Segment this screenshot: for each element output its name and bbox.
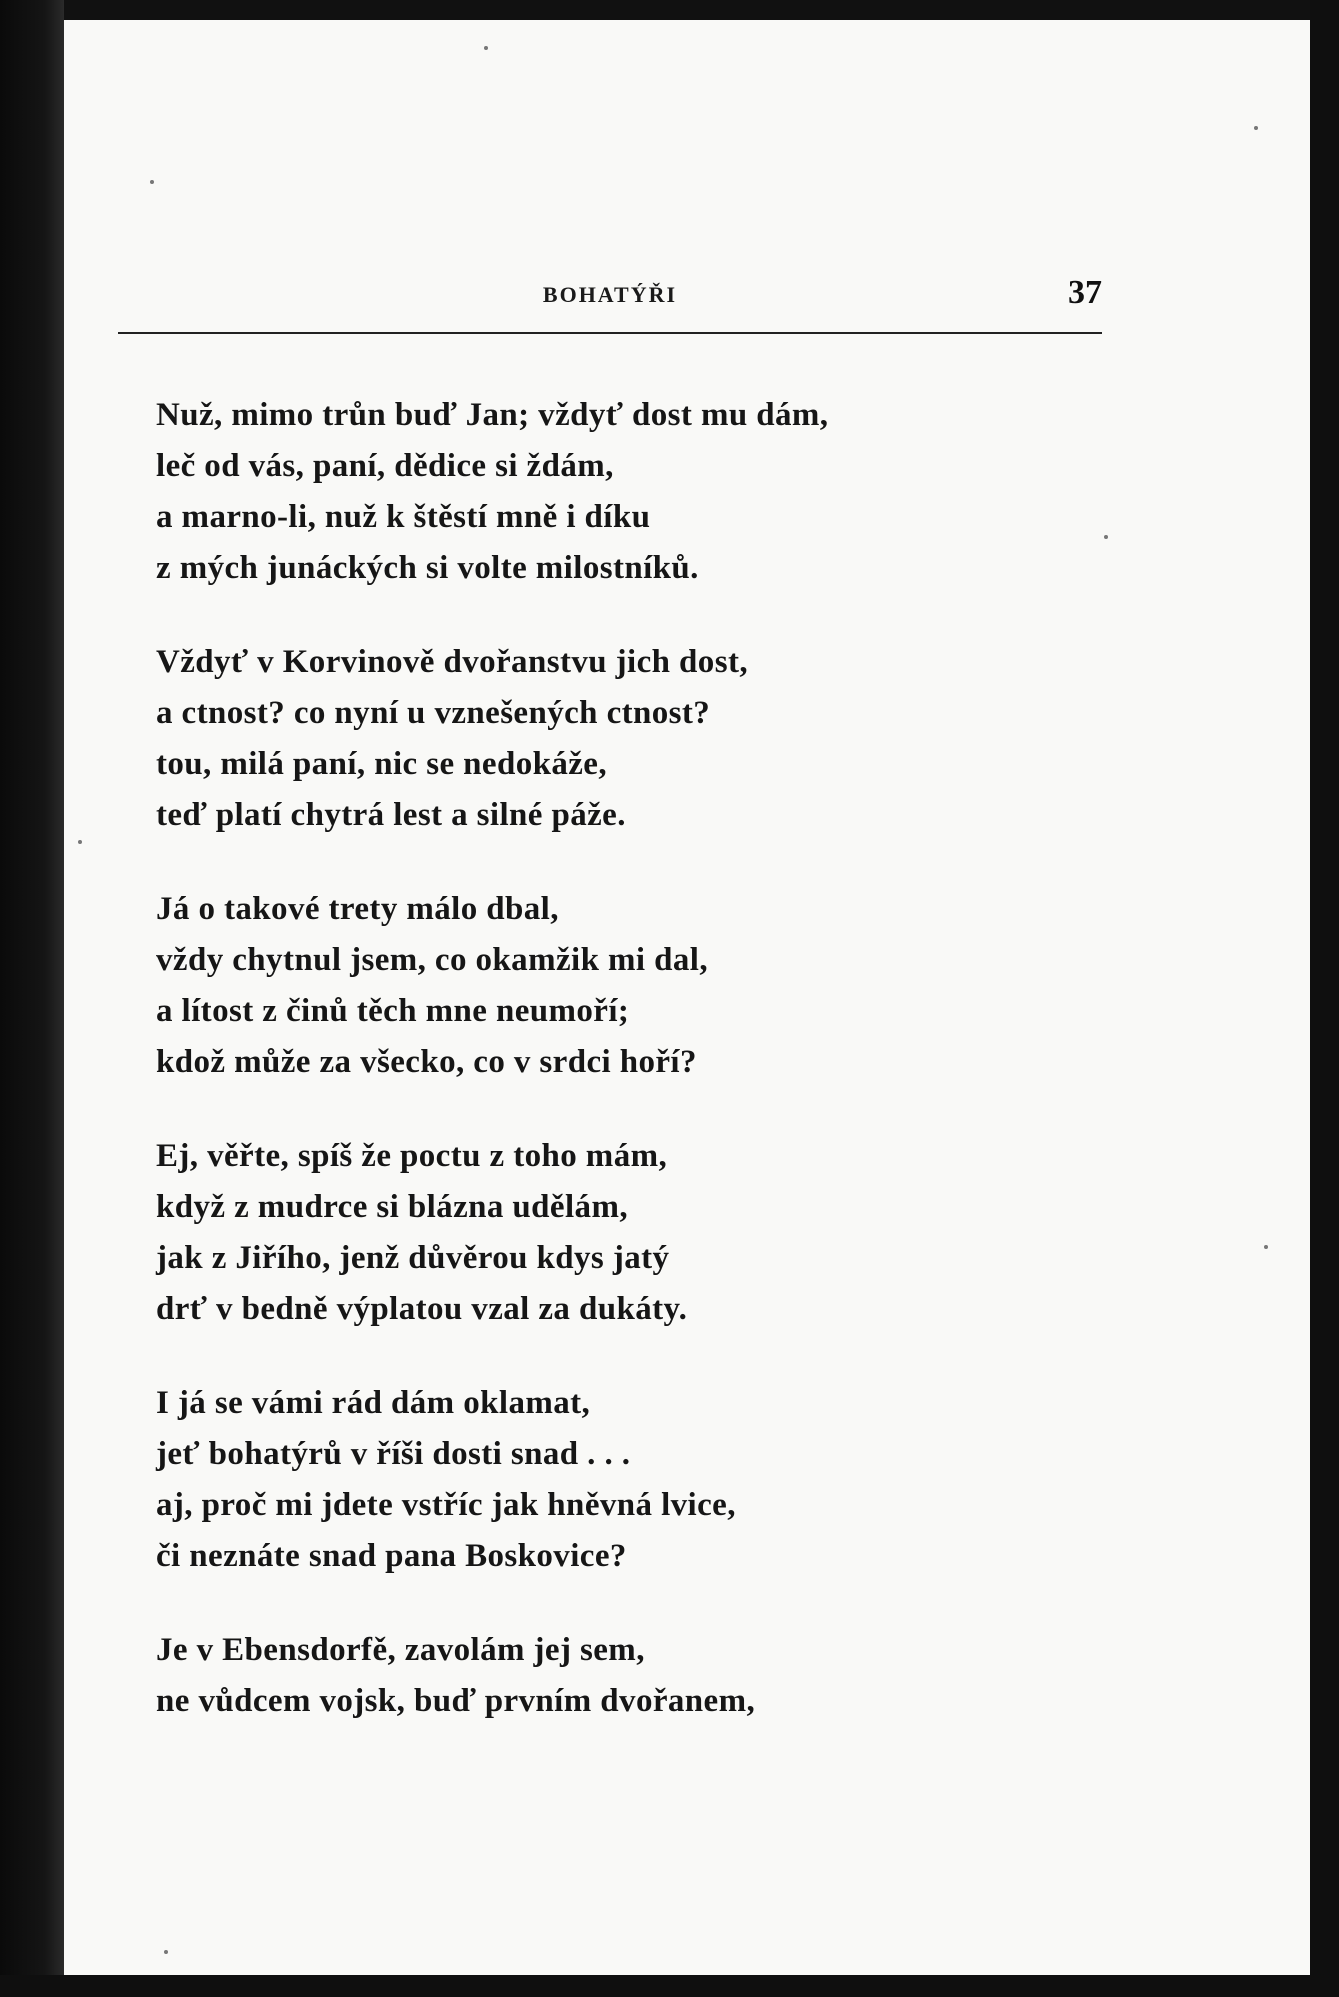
verse-line: z mých junáckých si volte milostníků.: [156, 550, 699, 586]
stanza-5: [156, 1378, 1076, 1582]
verse-line: teď platí chytrá lest a silné páže.: [156, 797, 626, 833]
verse-line: Ej, věřte, spíš že poctu z toho mám,: [156, 1138, 668, 1174]
verse-line: jeť bohatýrů v říši dosti snad . . .: [156, 1436, 631, 1472]
paper-speck: [150, 180, 154, 184]
stanza-3: [156, 884, 1076, 1088]
paper-speck: [164, 1950, 168, 1954]
header-rule: [118, 332, 1102, 334]
verse-line: tou, milá paní, nic se nedokáže,: [156, 746, 608, 782]
verse-line: drť v bedně výplatou vzal za dukáty.: [156, 1291, 688, 1327]
verse-line: Je v Ebensdorfě, zavolám jej sem,: [156, 1632, 645, 1668]
verse-line: a marno-li, nuž k štěstí mně i díku: [156, 499, 651, 535]
poem-body: [156, 390, 1076, 1770]
stanza-1: [156, 390, 1076, 594]
verse-line: vždy chytnul jsem, co okamžik mi dal,: [156, 942, 708, 978]
stanza-2: [156, 637, 1076, 841]
paper-speck: [1104, 535, 1108, 539]
page-number: 37: [1068, 274, 1102, 311]
stanza-6: [156, 1625, 1076, 1727]
verse-line: a ctnost? co nyní u vznešených ctnost?: [156, 695, 711, 731]
scan-left-margin: [0, 0, 64, 1997]
scan-bottom-margin: [0, 1975, 1339, 1997]
verse-line: kdož může za všecko, co v srdci hoří?: [156, 1044, 697, 1080]
verse-line: I já se vámi rád dám oklamat,: [156, 1385, 591, 1421]
paper-speck: [1264, 1245, 1268, 1249]
verse-line: a lítost z činů těch mne neumoří;: [156, 993, 630, 1029]
verse-line: leč od vás, paní, dědice si ždám,: [156, 448, 614, 484]
running-header: [118, 262, 1102, 312]
verse-line: či neznáte snad pana Boskovice?: [156, 1538, 627, 1574]
verse-line: Nuž, mimo trůn buď Jan; vždyť dost mu dám,: [156, 397, 829, 433]
running-title: BOHATÝŘI: [542, 282, 678, 307]
verse-line: Vždyť v Korvinově dvořanstvu jich dost,: [156, 644, 748, 680]
verse-line: ne vůdcem vojsk, buď prvním dvořanem,: [156, 1683, 756, 1719]
verse-line: když z mudrce si blázna udělám,: [156, 1189, 628, 1225]
paper-speck: [78, 840, 82, 844]
paper-speck: [484, 46, 488, 50]
verse-line: jak z Jiřího, jenž důvěrou kdys jatý: [156, 1240, 670, 1276]
stanza-4: [156, 1131, 1076, 1335]
scan-right-margin: [1310, 0, 1339, 1997]
verse-line: aj, proč mi jdete vstříc jak hněvná lvice,: [156, 1487, 736, 1523]
paper-speck: [1254, 126, 1258, 130]
verse-line: Já o takové trety málo dbal,: [156, 891, 559, 927]
